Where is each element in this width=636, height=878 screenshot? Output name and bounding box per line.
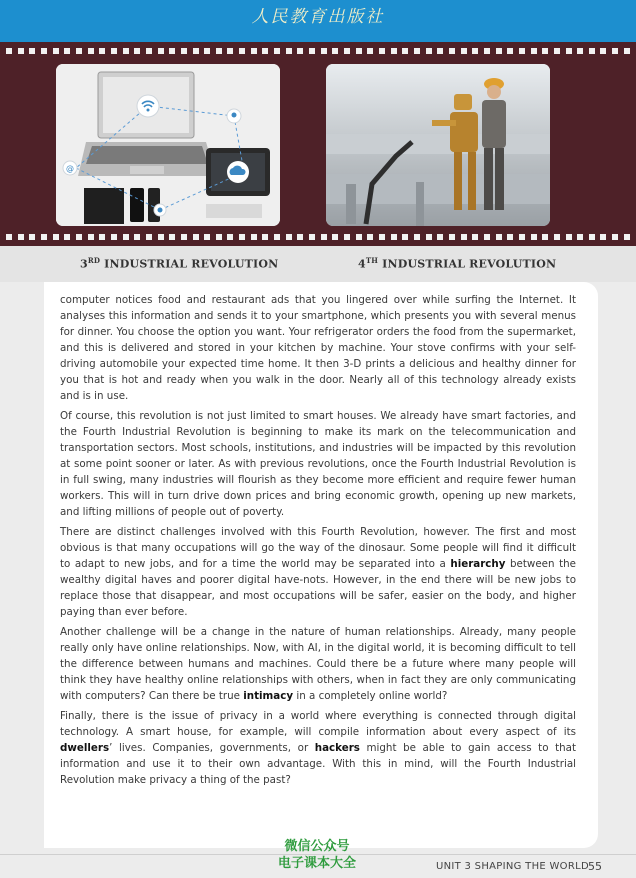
- film-hole: [589, 48, 595, 54]
- film-hole: [624, 234, 630, 240]
- paragraph: computer notices food and restaurant ads that you lingered over while surfing the Internet. It analyses this information and sends it to your smartphone, which presents you with several menus for dinner. You choose the option you want. Your refrigerator orders the food from the supermarket, and this is delivered and stored in your kitchen by machine. Your stove confirms with your self-driving automobile your expected time home. It then 3-D prints a delicious and healthy dinner for you that is hot and ready when you walk in the door. Nearly all of this technology already exists and is in use.: [60, 294, 576, 402]
- film-hole: [612, 48, 618, 54]
- film-hole: [76, 234, 82, 240]
- film-hole: [64, 234, 70, 240]
- film-hole: [344, 48, 350, 54]
- film-hole: [181, 234, 187, 240]
- film-hole: [251, 234, 257, 240]
- film-hole: [600, 48, 606, 54]
- paragraph: There are distinct challenges involved with this Fourth Revolution, however. The first and most obvious is that many occupations will go the way of the dinosaur. Some people will find it difficult to adapt to new jobs, and for a time the world may be separated into a hierarchy between the wealthy digital haves and poorer digital have-nots. However, in the end there will be new jobs to replace those that disappear, and most occupations will be safer, easier on the body, and higher paying than ever before.: [60, 526, 576, 618]
- film-hole: [239, 48, 245, 54]
- film-hole: [344, 234, 350, 240]
- film-hole: [123, 234, 129, 240]
- film-hole: [367, 234, 373, 240]
- film-hole: [391, 234, 397, 240]
- film-hole: [158, 234, 164, 240]
- film-hole: [99, 48, 105, 54]
- film-hole: [76, 48, 82, 54]
- film-hole: [53, 234, 59, 240]
- film-hole: [461, 234, 467, 240]
- film-hole: [507, 48, 513, 54]
- film-hole: [286, 234, 292, 240]
- unit-label: UNIT 3 SHAPING THE WORLD: [436, 861, 589, 872]
- caption-fourth-revolution: 4TH INDUSTRIAL REVOLUTION: [358, 256, 557, 271]
- film-hole: [402, 48, 408, 54]
- film-hole: [577, 234, 583, 240]
- film-hole: [193, 48, 199, 54]
- film-hole: [29, 234, 35, 240]
- film-hole: [577, 48, 583, 54]
- film-hole: [542, 48, 548, 54]
- wifi-icon: [137, 95, 159, 117]
- film-hole: [41, 234, 47, 240]
- film-hole: [18, 234, 24, 240]
- film-hole: [542, 234, 548, 240]
- film-hole: [496, 234, 502, 240]
- film-hole: [624, 48, 630, 54]
- film-hole: [169, 48, 175, 54]
- film-hole: [600, 234, 606, 240]
- film-hole: [134, 234, 140, 240]
- keyword-hackers: hackers: [314, 742, 360, 754]
- film-hole: [566, 48, 572, 54]
- film-hole: [29, 48, 35, 54]
- film-hole: [332, 48, 338, 54]
- film-hole: [216, 48, 222, 54]
- film-hole: [274, 234, 280, 240]
- location-icon: [227, 109, 241, 123]
- film-hole: [169, 234, 175, 240]
- film-hole: [519, 48, 525, 54]
- film-hole: [449, 48, 455, 54]
- film-hole: [321, 234, 327, 240]
- film-hole: [134, 48, 140, 54]
- film-hole: [566, 234, 572, 240]
- header-bar: [0, 0, 636, 42]
- film-hole: [531, 234, 537, 240]
- film-hole: [484, 48, 490, 54]
- film-hole: [496, 48, 502, 54]
- fourth-revolution-image: [326, 64, 550, 226]
- film-hole: [239, 234, 245, 240]
- film-perforations-bottom: [6, 234, 630, 240]
- image-captions: [0, 246, 636, 282]
- svg-text:@: @: [66, 164, 74, 173]
- third-revolution-image: [56, 64, 280, 226]
- keyboard-illustration: [206, 204, 262, 218]
- film-hole: [193, 234, 199, 240]
- film-hole: [216, 234, 222, 240]
- film-hole: [332, 234, 338, 240]
- film-hole: [88, 234, 94, 240]
- film-hole: [449, 234, 455, 240]
- film-hole: [274, 48, 280, 54]
- keyword-hierarchy: hierarchy: [450, 558, 506, 570]
- film-hole: [41, 48, 47, 54]
- paragraph: Finally, there is the issue of privacy in a world where everything is connected through digital technology. A smart house, for example, will compile information about every aspect of its dwellers’ lives. Companies, governments, or hackers might be able to gain access to that information and use it to their own advantage. With this in mind, will the Fourth Industrial Revolution make privacy a thing of the past?: [60, 710, 576, 786]
- publisher-logo: 人民教育出版社: [251, 7, 385, 27]
- film-hole: [111, 48, 117, 54]
- film-hole: [437, 48, 443, 54]
- film-hole: [6, 48, 12, 54]
- film-hole: [99, 234, 105, 240]
- film-hole: [391, 48, 397, 54]
- keyword-intimacy: intimacy: [243, 690, 294, 702]
- film-hole: [356, 48, 362, 54]
- film-hole: [554, 48, 560, 54]
- film-strip-banner: [0, 42, 636, 246]
- film-hole: [379, 48, 385, 54]
- film-hole: [472, 234, 478, 240]
- film-hole: [379, 234, 385, 240]
- film-hole: [88, 48, 94, 54]
- film-hole: [426, 48, 432, 54]
- film-hole: [297, 48, 303, 54]
- caption-third-revolution: 3RD INDUSTRIAL REVOLUTION: [80, 256, 279, 271]
- at-icon: [63, 161, 77, 175]
- film-hole: [158, 48, 164, 54]
- film-hole: [472, 48, 478, 54]
- film-hole: [519, 234, 525, 240]
- film-hole: [426, 234, 432, 240]
- film-hole: [414, 48, 420, 54]
- film-hole: [321, 48, 327, 54]
- film-perforations-top: [6, 48, 630, 54]
- film-hole: [251, 48, 257, 54]
- film-hole: [589, 234, 595, 240]
- article-body: [60, 292, 576, 792]
- film-hole: [402, 234, 408, 240]
- keyword-dwellers: dwellers: [60, 742, 110, 754]
- page-number: 55: [588, 860, 602, 873]
- film-hole: [204, 48, 210, 54]
- film-hole: [367, 48, 373, 54]
- film-hole: [286, 48, 292, 54]
- film-hole: [461, 48, 467, 54]
- paragraph: Another challenge will be a change in the nature of human relationships. Already, many people really only have online relationships. Now, with AI, in the digital world, it is becoming difficult to tell the difference between humans and machines. Could there be a future where many people will think they have healthy online relationships with others, when in fact they are only communicating with computers? Can there be true intimacy in a completely online world?: [60, 626, 576, 702]
- film-hole: [554, 234, 560, 240]
- paragraph: Of course, this revolution is not just limited to smart houses. We already have smart factories, and the Fourth Industrial Revolution is beginning to make its mark on the telecommunication and transportation sectors. Most schools, institutions, and industries will be impacted by this revolution at some point sooner or later. As with previous revolutions, once the Fourth Industrial Revolution is in full swing, many industries will flourish as they become more efficient and require fewer human workers. This will in turn drive down prices and bring economic growth, opening up new markets, and lifting millions of people out of poverty.: [60, 410, 576, 518]
- film-hole: [531, 48, 537, 54]
- cloud-upload-icon: [227, 161, 249, 183]
- film-hole: [146, 48, 152, 54]
- film-hole: [123, 48, 129, 54]
- film-hole: [309, 234, 315, 240]
- film-hole: [297, 234, 303, 240]
- film-hole: [484, 234, 490, 240]
- film-hole: [18, 48, 24, 54]
- notebook-illustration: [84, 188, 124, 224]
- film-hole: [262, 48, 268, 54]
- watermark: 微信公众号 电子课本大全: [277, 839, 356, 871]
- film-hole: [262, 234, 268, 240]
- phone-illustration: [130, 188, 144, 222]
- film-hole: [53, 48, 59, 54]
- film-hole: [414, 234, 420, 240]
- film-hole: [181, 48, 187, 54]
- film-hole: [204, 234, 210, 240]
- film-hole: [6, 234, 12, 240]
- film-hole: [227, 48, 233, 54]
- film-hole: [309, 48, 315, 54]
- film-hole: [111, 234, 117, 240]
- film-hole: [227, 234, 233, 240]
- film-hole: [612, 234, 618, 240]
- film-hole: [507, 234, 513, 240]
- connection-node-icon: [154, 204, 166, 216]
- film-hole: [64, 48, 70, 54]
- film-hole: [437, 234, 443, 240]
- film-hole: [356, 234, 362, 240]
- film-hole: [146, 234, 152, 240]
